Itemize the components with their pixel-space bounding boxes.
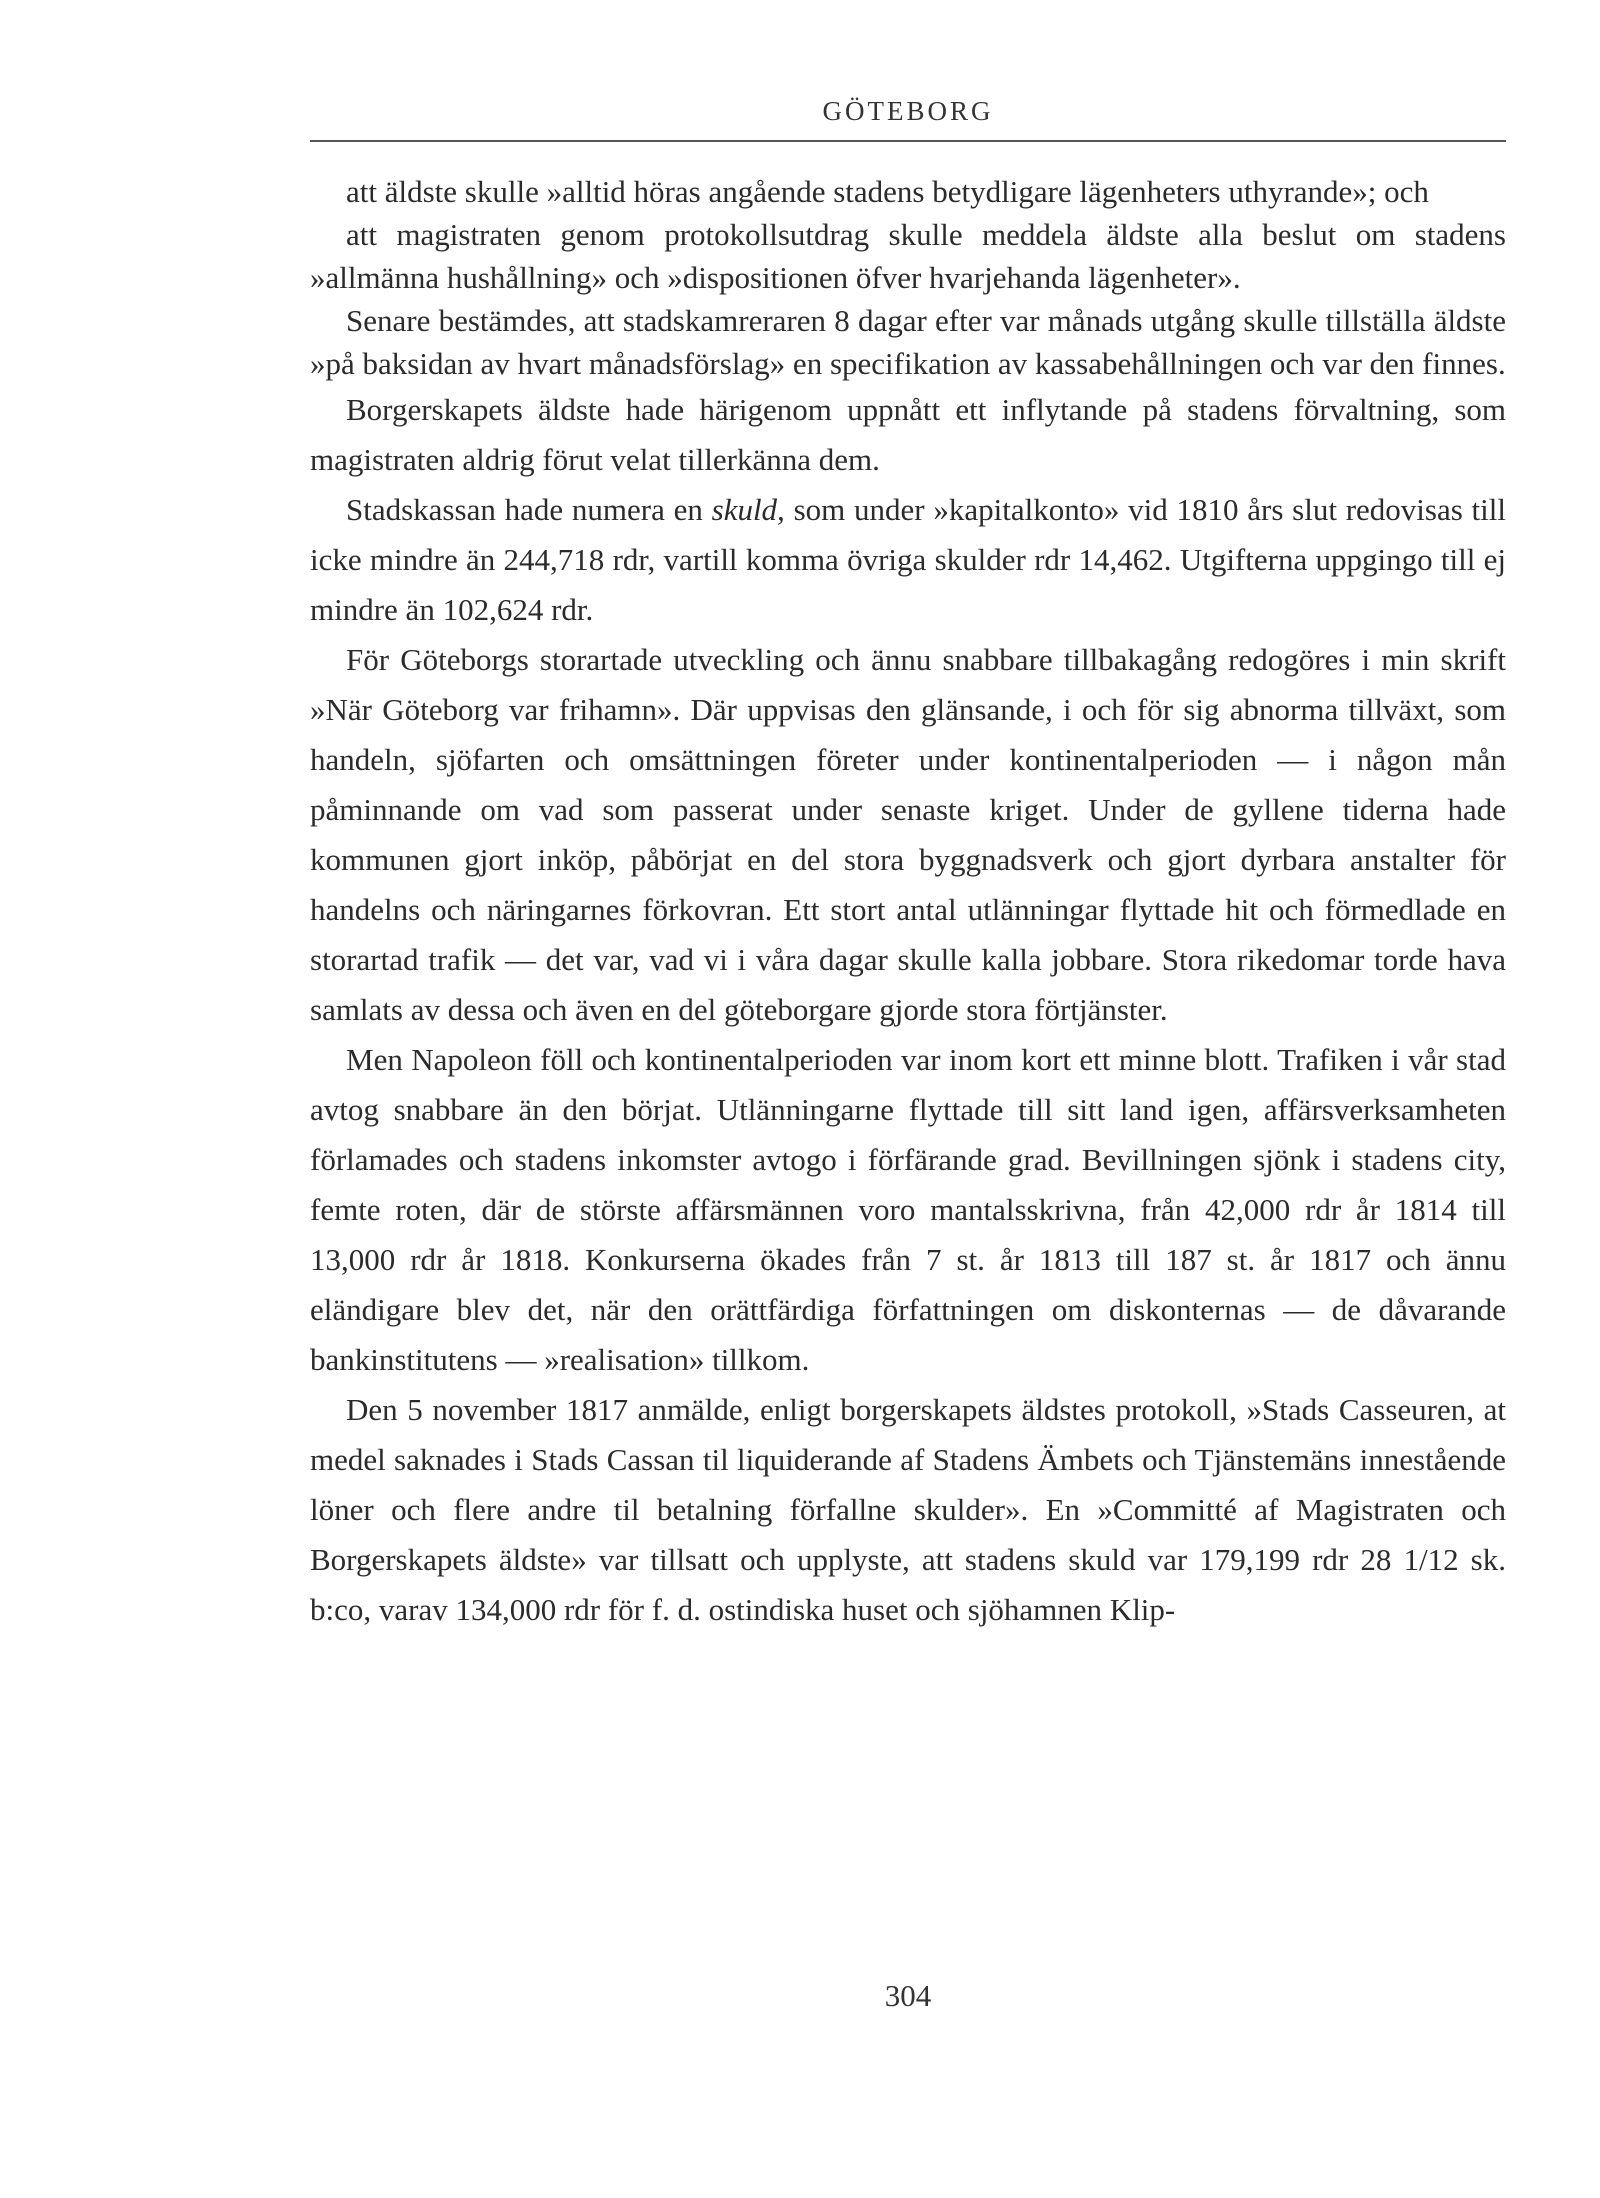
body-text [310, 170, 1506, 1635]
paragraph-text: som under »kapitalkonto» vid 1810 års slut redovisas till icke mindre än 244,718 rdr, vartill komma övriga skulder rdr 14,462. Utgifterna uppgingo till ej mindre än 102,624 rdr. [310, 492, 1507, 627]
paragraph [310, 485, 1506, 635]
paragraph: att äldste skulle »alltid höras angående stadens betydligare lägenheters uthyrande»; och [346, 174, 1429, 209]
paragraph: Men Napoleon föll och kontinentalperioden var inom kort ett minne blott. Trafiken i vår stad avtog snabbare än den börjat. Utlänningarne flyttade till sitt land igen, affärsverksamheten förlamades och stadens inkomster avtogo i förfärande grad. Bevillningen sjönk i stadens city, femte roten, där de störste affärsmännen voro mantalsskrivna, från 42,000 rdr år 1814 till 13,000 rdr år 1818. Konkurserna ökades från 7 st. år 1813 till 187 st. år 1817 och ännu eländigare blev det, när den orättfärdiga författningen om diskonternas — de dåvarande bankinstitutens — »realisation» tillkom. [310, 1042, 1506, 1377]
paragraph: För Göteborgs storartade utveckling och ännu snabbare tillbakagång redogöres i min skrift »När Göteborg var frihamn». Där uppvisas den glänsande, i och för sig abnorma tillväxt, som handeln, sjöfarten och omsättningen företer under kontinentalperioden — i någon mån påminnande om vad som passerat under senaste kriget. Under de gyllene tiderna hade kommunen gjort inköp, påbörjat en del stora byggnadsverk och gjort dyrbara anstalter för handelns och näringarnes förkovran. Ett stort antal utlänningar flyttade hit och förmedlade en storartad trafik — det var, vad vi i våra dagar skulle kalla jobbare. Stora rikedomar torde hava samlats av dessa och även en del göteborgare gjorde stora förtjänster. [310, 642, 1506, 1027]
paragraph: att magistraten genom protokollsutdrag skulle meddela äldste alla beslut om stadens »allmänna hushållning» och »dispositionen öfver hvarjehanda lägenheter». [310, 217, 1506, 295]
running-head-title: GÖTEBORG [822, 96, 994, 126]
paragraph-text: Stadskassan hade numera en [346, 492, 712, 527]
page-number: 304 [884, 1978, 932, 2013]
paragraph: Borgerskapets äldste hade härigenom uppnått ett inflytande på stadens förvaltning, som magistraten aldrig förut velat tillerkänna dem. [310, 392, 1506, 477]
emphasized-word: skuld, [711, 492, 785, 527]
header-rule [310, 140, 1506, 142]
paragraph: Den 5 november 1817 anmälde, enligt borgerskapets äldstes protokoll, »Stads Casseuren, at medel saknades i Stads Cassan til liquiderande af Stadens Ämbets och Tjänstemäns innestående löner och flere andre til betalning förfallne skulder». En »Committé af Magistraten och Borgerskapets äldste» var tillsatt och upplyste, att stadens skuld var 179,199 rdr 28 1/12 sk. b:co, varav 134,000 rdr för f. d. ostindiska huset och sjöhamnen Klip- [310, 1392, 1506, 1627]
paragraph: Senare bestämdes, att stadskamreraren 8 dagar efter var månads utgång skulle tillställa äldste »på baksidan av hvart månadsförslag» en specifikation av kassabehållningen och var den finnes. [310, 303, 1506, 381]
